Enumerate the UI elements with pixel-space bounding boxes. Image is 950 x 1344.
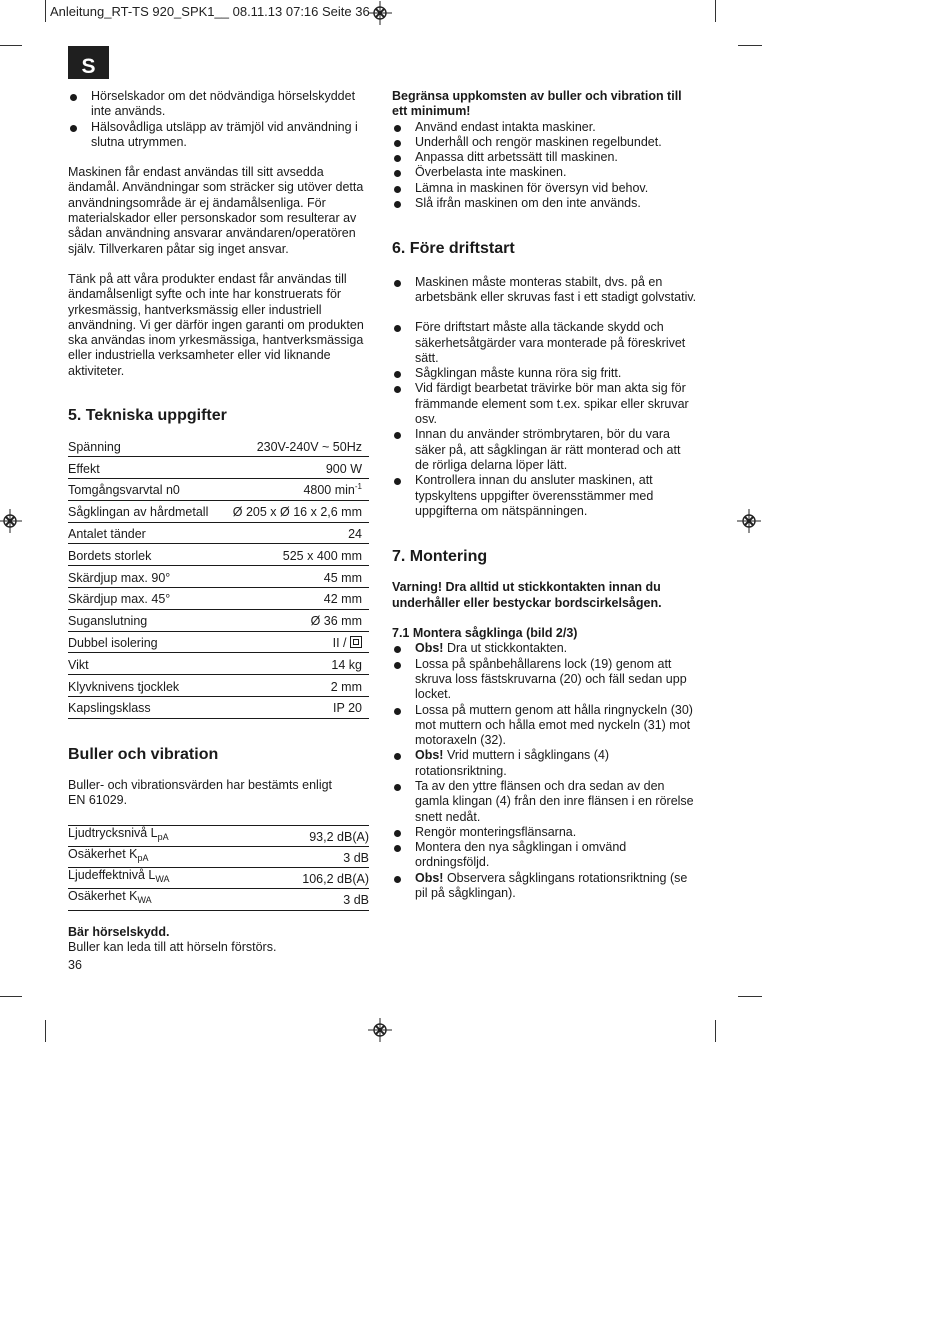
table-row: [68, 653, 369, 675]
table-row: [68, 566, 369, 588]
noise-limit-list: [392, 120, 697, 212]
hazard-list: [68, 89, 373, 150]
spec-label: Antalet tänder: [68, 522, 221, 544]
noise-label: [68, 825, 250, 846]
list-item: Överbelasta inte maskinen.: [392, 165, 697, 180]
spec-label: Bordets storlek: [68, 544, 221, 566]
list-item: Före driftstart måste alla täckande skydd och säkerhetsåtgärder vara monterade på föreskrivet sätt.: [392, 320, 697, 366]
list-item: Sågklingan måste kunna röra sig fritt.: [392, 366, 697, 381]
spec-value: 42 mm: [221, 587, 369, 609]
table-row: [68, 868, 369, 889]
spec-label: Klyvknivens tjocklek: [68, 675, 221, 697]
crop-mark: [738, 996, 762, 997]
intended-use-paragraph: Maskinen får endast användas till sitt avsedda ändamål. Användningar som sträcker sig utöver detta användningsområde är ej ändamålsenliga. För materialskador eller personskador som resulterar av sådan användning ansvarar användaren/operatören själv. Tillverkaren påtar sig inget ansvar.: [68, 165, 364, 256]
mounting-warning: Varning! Dra alltid ut stickkontakten innan du underhåller eller bestyckar bordscirkelsågen.: [392, 580, 662, 610]
list-item: Vid färdigt bearbetat trävirke bör man akta sig för främmande element som t.ex. spikar eller skruvar osv.: [392, 381, 697, 427]
table-row: [68, 825, 369, 846]
noise-limit-heading: Begränsa uppkomsten av buller och vibration till ett minimum!: [392, 89, 682, 119]
spec-label: Vikt: [68, 653, 221, 675]
section-heading-technical: 5. Tekniska uppgifter: [68, 407, 227, 425]
noise-label-subscript: pA: [137, 852, 149, 863]
language-badge: S: [68, 46, 109, 79]
noise-label-text: Osäkerhet K: [68, 846, 138, 861]
obs-label: Obs!: [415, 870, 444, 885]
crop-mark: [715, 0, 716, 22]
table-row: [68, 696, 369, 718]
spec-label: Kapslingsklass: [68, 696, 221, 718]
noise-intro: Buller- och vibrationsvärden har bestämts enligt EN 61029.: [68, 778, 333, 808]
spec-value: 2 mm: [221, 675, 369, 697]
mounting-steps-list: [392, 641, 697, 901]
spec-value: [221, 631, 369, 653]
spec-label: Dubbel isolering: [68, 631, 221, 653]
noise-label-subscript: pA: [157, 831, 169, 842]
table-row: [68, 435, 369, 456]
list-item: Underhåll och rengör maskinen regelbundet.: [392, 135, 697, 150]
noise-value: 3 dB: [250, 889, 369, 910]
spec-label: Spänning: [68, 435, 221, 456]
list-item: [392, 825, 697, 840]
list-item: Använd endast intakta maskiner.: [392, 120, 697, 135]
list-item: [392, 657, 697, 703]
step-text: Vrid muttern i sågklingans (4) rotationsriktning.: [415, 748, 610, 778]
spec-value-exponent: -1: [354, 482, 362, 492]
table-row: [68, 609, 369, 631]
registration-mark-icon: [368, 1018, 392, 1042]
list-item: Hörselskador om det nödvändiga hörselskyddet inte används.: [68, 89, 373, 120]
before-start-list-2: [392, 320, 697, 519]
registration-mark-icon: [737, 509, 761, 533]
warranty-paragraph: Tänk på att våra produkter endast får användas till ändamålsenligt syfte och inte har konstruerats för yrkesmässig, hantverksmässig eller industriell användning. Vi ger därför ingen garanti om produkten ska användas inom yrkesmässiga, hantverksmässiga eller industriella verksamheter eller vid liknande aktiviteter.: [68, 271, 364, 378]
table-row: [68, 478, 369, 500]
step-text: Observera sågklingans rotationsriktning (se pil på sågklingan).: [415, 870, 688, 901]
list-item: [392, 779, 697, 825]
list-item: [392, 703, 697, 749]
hearing-protection-heading: Bär hörselskydd.: [68, 924, 170, 939]
spec-value: Ø 36 mm: [221, 609, 369, 631]
noise-label-text: Osäkerhet K: [68, 889, 138, 904]
crop-mark: [0, 996, 22, 997]
step-text: Rengör monteringsflänsarna.: [415, 824, 577, 839]
list-item: Hälsovådliga utsläpp av trämjöl vid användning i slutna utrymmen.: [68, 120, 373, 151]
table-row: [68, 457, 369, 479]
step-text: Montera den nya sågklingan i omvänd ordningsföljd.: [415, 840, 627, 870]
spec-label: Skärdjup max. 45°: [68, 587, 221, 609]
double-insulation-icon: [350, 636, 362, 648]
step-text: Ta av den yttre flänsen och dra sedan av den gamla klingan (4) från den inre flänsen i en rörelse snett nedåt.: [415, 778, 694, 824]
spec-value: 525 x 400 mm: [221, 544, 369, 566]
list-item: [392, 748, 697, 779]
step-text: Dra ut stickkontakten.: [443, 641, 568, 656]
spec-value: 45 mm: [221, 566, 369, 588]
section-heading-before-start: 6. Före driftstart: [392, 240, 515, 258]
table-row: [68, 675, 369, 697]
obs-label: Obs!: [415, 641, 444, 656]
list-item: Anpassa ditt arbetssätt till maskinen.: [392, 150, 697, 165]
step-text: Lossa på spånbehållarens lock (19) genom att skruva loss fästskruvarna (20) och fäll sedan upp locket.: [415, 656, 687, 702]
list-item: [392, 840, 697, 871]
crop-mark: [0, 45, 22, 46]
table-row: [68, 544, 369, 566]
registration-mark-icon: [368, 1, 392, 25]
spec-value: 230V-240V ~ 50Hz: [221, 435, 369, 456]
noise-table: [68, 825, 369, 911]
list-item: [392, 641, 697, 656]
spec-value: IP 20: [221, 696, 369, 718]
spec-label: Effekt: [68, 457, 221, 479]
print-slug: Anleitung_RT-TS 920_SPK1__ 08.11.13 07:16 Seite 36: [50, 4, 370, 19]
spec-label: Tomgångsvarvtal n0: [68, 478, 221, 500]
spec-value: 14 kg: [221, 653, 369, 675]
list-item: [392, 871, 697, 902]
noise-value: 3 dB: [250, 846, 369, 867]
mounting-subheading: 7.1 Montera sågklinga (bild 2/3): [392, 626, 578, 641]
noise-label: [68, 846, 250, 867]
spec-value-text: II /: [332, 636, 350, 651]
registration-mark-icon: [0, 509, 22, 533]
spec-table: [68, 435, 369, 718]
crop-mark: [715, 1020, 716, 1042]
crop-mark: [45, 1020, 46, 1042]
noise-label-subscript: WA: [155, 874, 170, 885]
hearing-protection-text: Buller kan leda till att hörseln förstörs.: [68, 940, 277, 955]
section-heading-mounting: 7. Montering: [392, 548, 488, 566]
page-number: 36: [68, 958, 82, 972]
noise-label: [68, 889, 250, 910]
list-item: Kontrollera innan du ansluter maskinen, att typskyltens uppgifter överensstämmer med uppgifterna om nätspänningen.: [392, 473, 697, 519]
step-text: Lossa på muttern genom att hålla ringnyckeln (30) mot muttern och hålla emot med nyckeln (31) mot motoraxeln (32).: [415, 702, 693, 748]
table-row: [68, 500, 369, 522]
noise-value: 93,2 dB(A): [250, 825, 369, 846]
crop-mark: [738, 45, 762, 46]
spec-value: Ø 205 x Ø 16 x 2,6 mm: [221, 500, 369, 522]
table-row: [68, 522, 369, 544]
spec-value-text: 4800 min: [303, 483, 355, 498]
table-row: [68, 846, 369, 867]
left-column: [68, 89, 373, 955]
crop-mark: [45, 0, 46, 22]
section-heading-noise: Buller och vibration: [68, 745, 219, 763]
list-item: Innan du använder strömbrytaren, bör du vara säker på, att sågklingan är rätt monterad och att de rörliga delarna löper lätt.: [392, 427, 697, 473]
list-item: Maskinen måste monteras stabilt, dvs. på en arbetsbänk eller skruvas fast i ett stadigt golvstativ.: [392, 275, 697, 306]
spec-value: 900 W: [221, 457, 369, 479]
spec-label: Skärdjup max. 90°: [68, 566, 221, 588]
noise-value: 106,2 dB(A): [250, 868, 369, 889]
before-start-list-1: [392, 275, 697, 306]
list-item: Slå ifrån maskinen om den inte används.: [392, 196, 697, 211]
noise-label-subscript: WA: [137, 895, 152, 906]
spec-value: 24: [221, 522, 369, 544]
table-row: [68, 889, 369, 910]
obs-label: Obs!: [415, 748, 444, 763]
table-row: [68, 631, 369, 653]
spec-label: Sågklingan av hårdmetall: [68, 500, 221, 522]
spec-value: [221, 478, 369, 500]
table-row: [68, 587, 369, 609]
list-item: Lämna in maskinen för översyn vid behov.: [392, 181, 697, 196]
spec-label: Suganslutning: [68, 609, 221, 631]
noise-label-text: Ljudeffektnivå L: [68, 868, 156, 883]
right-column: [392, 89, 697, 901]
noise-label-text: Ljudtrycksnivå L: [68, 825, 158, 840]
noise-label: [68, 868, 250, 889]
